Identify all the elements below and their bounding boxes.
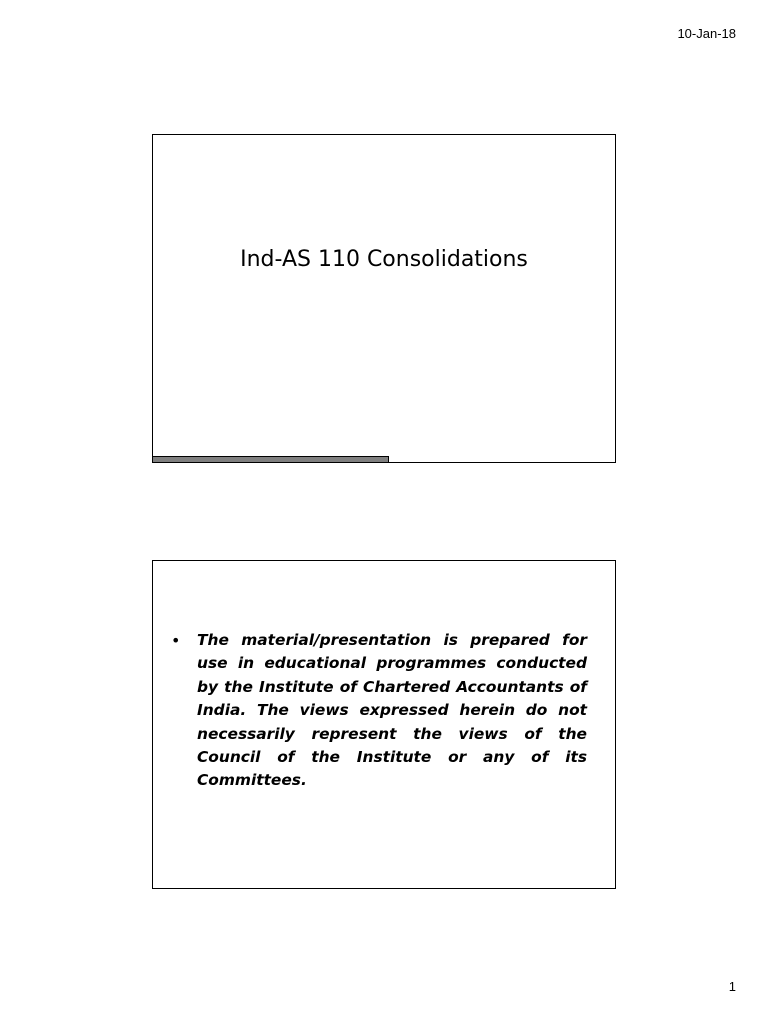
disclaimer-text: The material/presentation is prepared for use in educational programmes conducted by the Institute of Chartered Accountants of India. The views expressed herein do not necessarily represent the views of the Council of the Institute or any of its Committees. — [197, 631, 587, 790]
bullet-marker: • — [171, 631, 181, 650]
bullet-list — [171, 629, 587, 793]
slide-2 — [152, 560, 616, 889]
slide-accent-bar — [152, 456, 389, 463]
slide-title: Ind-AS 110 Consolidations — [240, 247, 528, 272]
list-item — [171, 629, 587, 793]
slide-1 — [152, 134, 616, 463]
page-number: 1 — [728, 979, 736, 994]
page-date: 10-Jan-18 — [677, 26, 736, 41]
